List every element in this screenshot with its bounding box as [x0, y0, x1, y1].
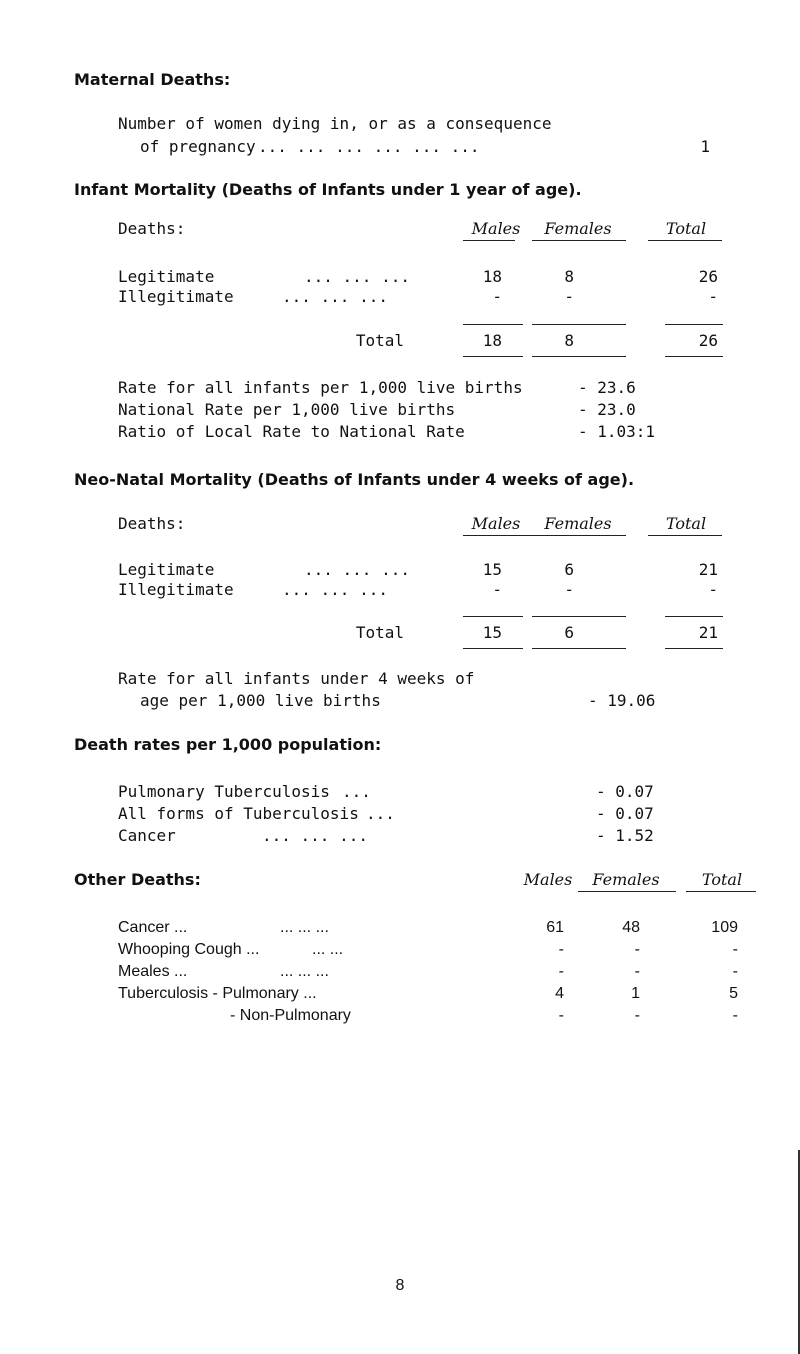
other-total-underline: [686, 891, 756, 892]
other-row-total: -: [732, 941, 738, 958]
neonatal-total-underline: [648, 535, 722, 536]
neonatal-females-underline: [532, 535, 626, 536]
other-females-underline: [578, 891, 676, 892]
neonatal-row-dots: ... ... ...: [282, 580, 388, 599]
neonatal-row-label: Legitimate: [118, 560, 215, 579]
other-col-total: Total: [701, 870, 743, 889]
neonatal-col-total: Total: [665, 514, 707, 533]
neonatal-total-rule: [665, 648, 723, 649]
death-rates-heading: Death rates per 1,000 population:: [74, 735, 382, 754]
other-row-males: 4: [555, 985, 564, 1002]
death-rate-label: Cancer: [118, 826, 176, 845]
neonatal-rate-line2: age per 1,000 live births: [140, 691, 381, 710]
other-row-males: 61: [546, 919, 564, 936]
death-rate-dots: ... ... ...: [262, 826, 368, 845]
infant-total-males: 18: [482, 331, 502, 350]
other-row-total: -: [732, 963, 738, 980]
infant-total-rule: [532, 356, 626, 357]
neonatal-total-rule: [532, 648, 626, 649]
other-row-label: Cancer ...: [118, 919, 188, 936]
neonatal-row-total: 21: [698, 560, 718, 579]
infant-heading: Infant Mortality (Deaths of Infants under 1 year of age).: [74, 180, 582, 199]
infant-col-total: Total: [665, 219, 707, 238]
infant-row-females: 8: [564, 267, 574, 286]
other-row-males: -: [558, 941, 564, 958]
infant-females-underline: [532, 240, 626, 241]
other-col-females: Females: [592, 870, 660, 889]
maternal-line2-label: of pregnancy: [140, 137, 256, 156]
other-row-females: -: [634, 963, 640, 980]
infant-col-males: Males: [471, 219, 521, 238]
infant-row-males: 18: [482, 267, 502, 286]
infant-total-rule: [532, 324, 626, 325]
maternal-line2-dots: ... ... ... ... ... ...: [258, 137, 480, 156]
neonatal-col-males: Males: [471, 514, 521, 533]
maternal-value: 1: [700, 137, 710, 156]
death-rate-value: - 0.07: [596, 804, 654, 823]
infant-rate-label: Ratio of Local Rate to National Rate: [118, 422, 465, 441]
neonatal-col-females: Females: [544, 514, 612, 533]
neonatal-rate-line1: Rate for all infants under 4 weeks of: [118, 669, 475, 688]
maternal-heading: Maternal Deaths:: [74, 70, 231, 89]
infant-total-rule: [665, 324, 723, 325]
neonatal-row-males: 15: [482, 560, 502, 579]
death-rate-dots: ...: [366, 804, 395, 823]
other-row-label: Tuberculosis - Pulmonary ...: [118, 985, 317, 1002]
other-row-label: Meales ...: [118, 963, 188, 980]
infant-deaths-label: Deaths:: [118, 219, 186, 238]
other-row-females: -: [634, 1007, 640, 1024]
page-number: 8: [395, 1277, 405, 1294]
neonatal-row-females: -: [564, 580, 574, 599]
neonatal-row-dots: ... ... ...: [304, 560, 410, 579]
neonatal-row-males: -: [492, 580, 502, 599]
neonatal-row-females: 6: [564, 560, 574, 579]
neonatal-total-rule: [532, 616, 626, 617]
neonatal-row-label: Illegitimate: [118, 580, 234, 599]
infant-total-rule: [463, 356, 523, 357]
infant-males-underline: [463, 240, 515, 241]
other-deaths-heading: Other Deaths:: [74, 870, 201, 889]
infant-rate-label: National Rate per 1,000 live births: [118, 400, 456, 419]
death-rate-dots: ...: [342, 782, 371, 801]
other-row-dots: ... ... ...: [280, 963, 329, 980]
neonatal-total-females: 6: [564, 623, 574, 642]
other-row-females: 48: [622, 919, 640, 936]
infant-total-total: 26: [698, 331, 718, 350]
infant-row-dots: ... ... ...: [304, 267, 410, 286]
other-row-dots: ... ... ...: [280, 919, 329, 936]
neonatal-total-rule: [463, 648, 523, 649]
infant-col-females: Females: [544, 219, 612, 238]
infant-rate-label: Rate for all infants per 1,000 live births: [118, 378, 523, 397]
death-rate-label: All forms of Tuberculosis: [118, 804, 359, 823]
death-rate-value: - 0.07: [596, 782, 654, 801]
infant-row-males: -: [492, 287, 502, 306]
other-row-label: Whooping Cough ...: [118, 941, 260, 958]
other-row-total: 109: [711, 919, 738, 936]
other-row-total: -: [732, 1007, 738, 1024]
other-row-label: - Non-Pulmonary: [230, 1007, 351, 1024]
neonatal-total-males: 15: [482, 623, 502, 642]
infant-total-rule: [665, 356, 723, 357]
maternal-line1: Number of women dying in, or as a consequence: [118, 114, 552, 133]
infant-rate-value: - 23.0: [578, 400, 636, 419]
other-col-males: Males: [523, 870, 573, 889]
neonatal-total-rule: [665, 616, 723, 617]
infant-total-females: 8: [564, 331, 574, 350]
infant-rate-value: - 23.6: [578, 378, 636, 397]
neonatal-males-underline: [463, 535, 533, 536]
infant-row-total: -: [708, 287, 718, 306]
neonatal-heading: Neo-Natal Mortality (Deaths of Infants under 4 weeks of age).: [74, 470, 635, 489]
infant-total-label: Total: [355, 331, 404, 350]
other-row-females: 1: [631, 985, 640, 1002]
death-rate-value: - 1.52: [596, 826, 654, 845]
neonatal-total-rule: [463, 616, 523, 617]
neonatal-deaths-label: Deaths:: [118, 514, 186, 533]
infant-total-underline: [648, 240, 722, 241]
neonatal-rate-value: - 19.06: [588, 691, 656, 710]
other-row-dots: ... ...: [312, 941, 344, 958]
infant-row-label: Legitimate: [118, 267, 215, 286]
neonatal-total-label: Total: [355, 623, 404, 642]
infant-row-dots: ... ... ...: [282, 287, 388, 306]
neonatal-row-total: -: [708, 580, 718, 599]
neonatal-total-total: 21: [698, 623, 718, 642]
other-row-total: 5: [729, 985, 738, 1002]
infant-row-total: 26: [698, 267, 718, 286]
other-row-males: -: [558, 1007, 564, 1024]
infant-total-rule: [463, 324, 523, 325]
infant-rate-value: - 1.03:1: [578, 422, 656, 441]
infant-row-label: Illegitimate: [118, 287, 234, 306]
other-row-males: -: [558, 963, 564, 980]
other-row-females: -: [634, 941, 640, 958]
infant-row-females: -: [564, 287, 574, 306]
death-rate-label: Pulmonary Tuberculosis: [118, 782, 330, 801]
